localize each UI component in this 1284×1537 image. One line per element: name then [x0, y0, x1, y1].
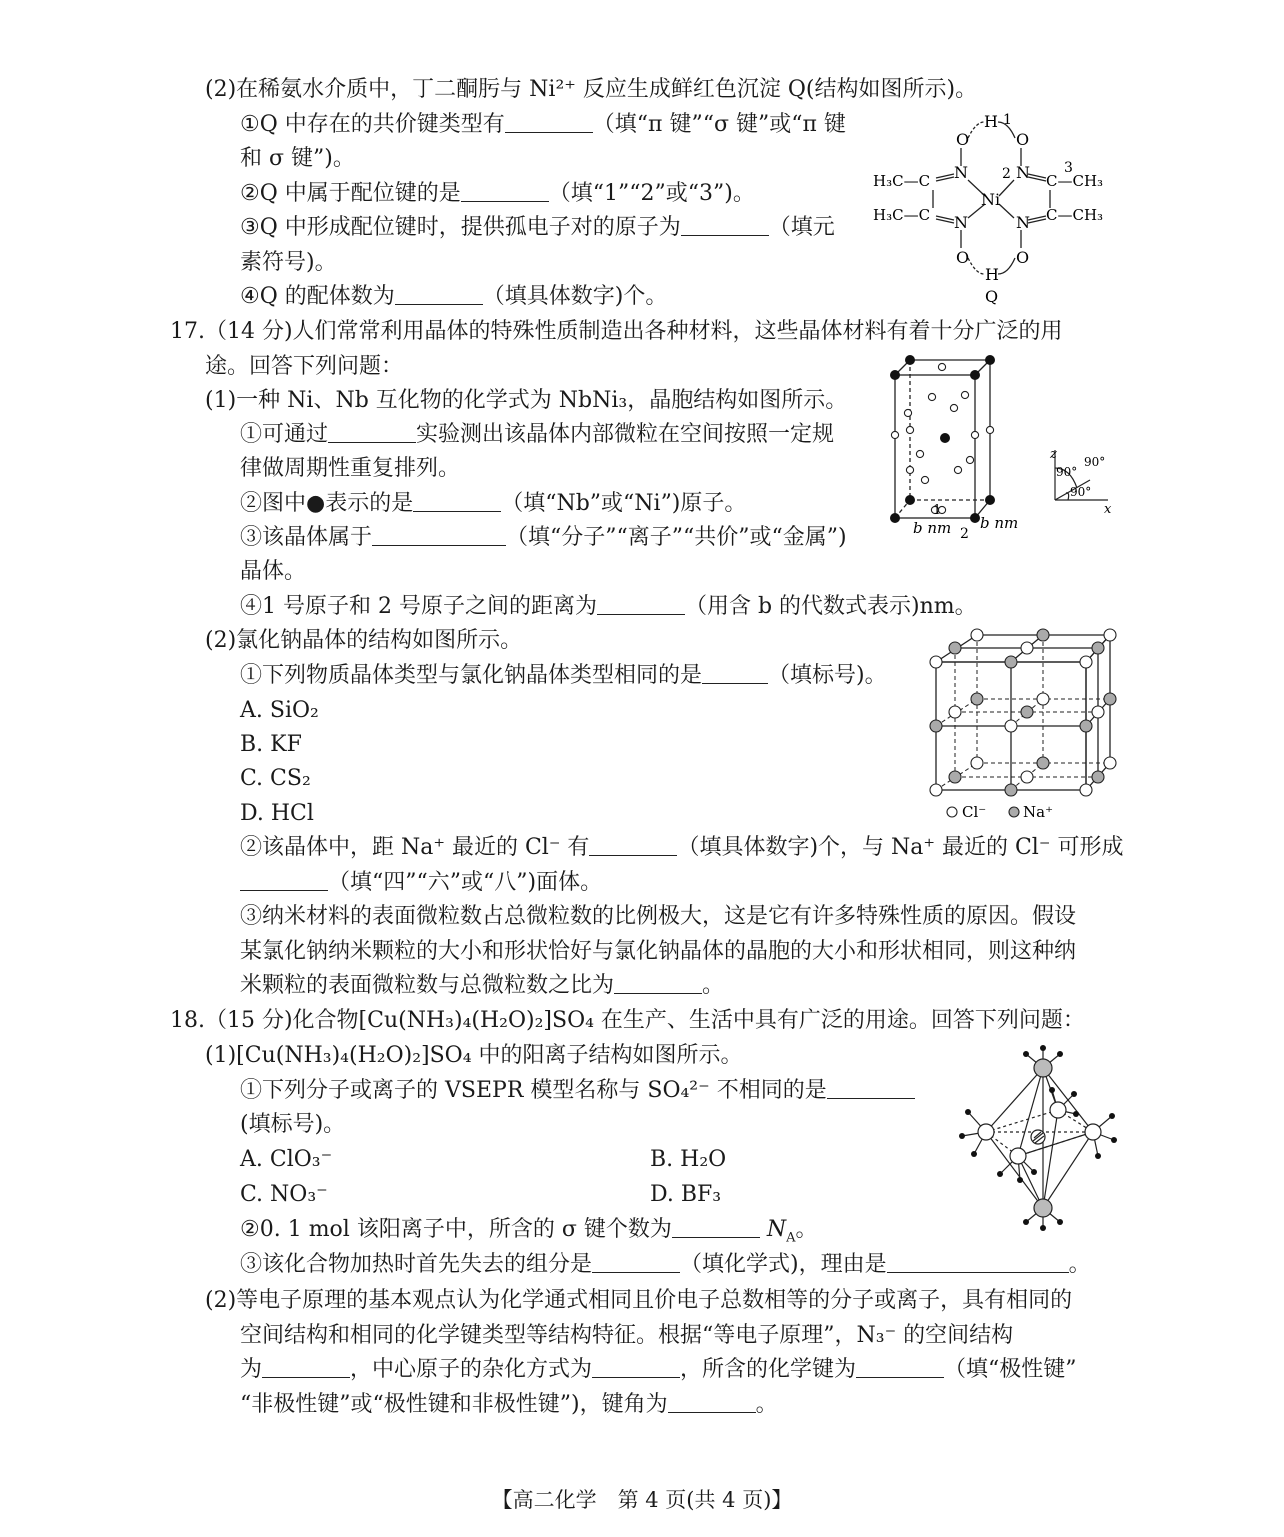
- q17-p1-s3: ③该晶体属于 （填“分子”“离子”“共价”或“金属”): [240, 525, 847, 550]
- q17-p1-s2: ②图中●表示的是 （填“Nb”或“Ni”)原子。: [240, 491, 747, 516]
- figure-nacl-crystal: [922, 625, 1117, 825]
- q17-p2-s2-cont: （填“四”“六”或“八”)面体。: [240, 869, 602, 897]
- answer-blank[interactable]: [240, 870, 328, 891]
- q17-heading-cont: 途。回答下列问题：: [205, 354, 404, 379]
- atom-label-ni: Ni: [981, 190, 1001, 209]
- q17-p1-s1: ①可通过 实验测出该晶体内部微粒在空间按照一定规: [240, 422, 835, 447]
- legend-chloride: Cl⁻: [962, 803, 987, 821]
- q18-p2-line2: 空间结构和相同的化学键类型等结构特征。根据“等电子原理”，N₃⁻ 的空间结构: [240, 1323, 1014, 1348]
- q17-option-c: C. CS₂: [240, 766, 311, 791]
- q17-option-b: B. KF: [240, 732, 302, 757]
- answer-blank[interactable]: [413, 491, 501, 512]
- atom-label-o: O: [1016, 130, 1030, 149]
- q17-p2-s3-cont: 某氯化钠纳米颗粒的大小和形状恰好与氯化钠晶体的晶胞的大小和形状相同，则这种纳: [240, 939, 1077, 964]
- atom-label-n: N: [1016, 213, 1030, 232]
- q17-p2-s3: ③纳米材料的表面微粒数占总微粒数的比例极大，这是它有许多特殊性质的原因。假设: [240, 904, 1077, 929]
- angle-label: 90°: [1070, 485, 1092, 499]
- answer-blank[interactable]: [505, 112, 593, 133]
- answer-blank[interactable]: [827, 1078, 915, 1099]
- label-ch3-top: C—CH₃: [1046, 172, 1104, 190]
- answer-blank[interactable]: [372, 525, 506, 546]
- q18-p2-line4: “非极性键”或“极性键和非极性键”)，键角为 。: [240, 1392, 778, 1417]
- q18-p1-s3: ③该化合物加热时首先失去的组分是 （填化学式)，理由是 。: [240, 1252, 1091, 1277]
- axis-label-z: z: [1050, 447, 1057, 462]
- atom-label-n: N: [954, 163, 968, 182]
- dimension-label-b: b nm: [980, 514, 1019, 532]
- q18-p2-line1: (2)等电子原理的基本观点认为化学通式相同且价电子总数相等的分子或离子，具有相同的: [205, 1288, 1073, 1313]
- answer-blank[interactable]: [592, 1252, 680, 1273]
- atom-label-o: O: [956, 130, 970, 149]
- answer-blank[interactable]: [262, 1357, 350, 1378]
- q18-part1-intro: (1)[Cu(NH₃)₄(H₂O)₂]SO₄ 中的阳离子结构如图所示。: [205, 1043, 743, 1068]
- label-ch3-bottom: C—CH₃: [1046, 206, 1104, 224]
- q16-s2: ②Q 中属于配位键的是 （填“1”“2”或“3”)。: [240, 181, 755, 206]
- q16-s1: ①Q 中存在的共价键类型有 （填“π 键”“σ 键”或“π 键: [240, 112, 846, 137]
- q18-option-b: B. H₂O: [650, 1147, 727, 1172]
- q18-option-d: D. BF₃: [650, 1182, 722, 1207]
- atom-label-n: N: [954, 213, 968, 232]
- answer-blank[interactable]: [681, 215, 769, 236]
- q17-part1-intro: (1)一种 Ni、Nb 互化物的化学式为 NbNi₃，晶胞结构如图所示。: [205, 388, 848, 413]
- atom-number-2: 2: [960, 526, 969, 542]
- q18-heading: 18.（15 分)化合物[Cu(NH₃)₄(H₂O)₂]SO₄ 在生产、生活中具有广泛的用途。回答下列问题：: [170, 1008, 1085, 1033]
- q17-heading: 17.（14 分)人们常常利用晶体的特殊性质制造出各种材料，这些晶体材料有着十分广泛的用: [170, 319, 1063, 344]
- q17-p1-s3-cont: 晶体。: [240, 559, 307, 584]
- q18-p1-s2: ②0. 1 mol 该阳离子中，所含的 σ 键个数为 $N_A$。: [240, 1217, 818, 1246]
- q17-option-d: D. HCl: [240, 801, 314, 826]
- q18-option-c: C. NO₃⁻: [240, 1182, 328, 1207]
- q18-p2-line3: 为 ，中心原子的杂化方式为 ，所含的化学键为 （填“极性键”: [240, 1357, 1077, 1382]
- q17-p1-s4: ④1 号原子和 2 号原子之间的距离为 （用含 b 的代数式表示)nm。: [240, 594, 977, 619]
- answer-blank[interactable]: [672, 1217, 760, 1238]
- answer-blank[interactable]: [668, 1392, 756, 1413]
- answer-blank[interactable]: [856, 1357, 944, 1378]
- atom-label-o: O: [1016, 248, 1030, 267]
- q16-s3: ③Q 中形成配位键时，提供孤电子对的原子为 （填元: [240, 215, 835, 240]
- legend-sodium: Na⁺: [1023, 803, 1053, 821]
- atom-label-h: H: [985, 265, 999, 284]
- bond-number-3: 3: [1064, 160, 1073, 176]
- answer-blank[interactable]: [328, 422, 416, 443]
- figure-caption-q: Q: [985, 287, 999, 306]
- label-h3c-top: H₃C—C: [873, 172, 931, 190]
- q16-s1-cont: 和 σ 键”)。: [240, 146, 355, 171]
- dimension-label-b: b nm: [913, 519, 952, 537]
- bond-number-2: 2: [1002, 166, 1011, 182]
- atom-label-o: O: [956, 248, 970, 267]
- atom-number-1: 1: [933, 503, 942, 518]
- page-footer: 【高二化学 第 4 页(共 4 页)】: [491, 1488, 793, 1512]
- label-h3c-bottom: H₃C—C: [873, 206, 931, 224]
- figure-cation-structure: [948, 1040, 1118, 1235]
- answer-blank[interactable]: [614, 973, 702, 994]
- q17-part2-intro: (2)氯化钠晶体的结构如图所示。: [205, 628, 523, 653]
- bond-number-1: 1: [1003, 112, 1012, 128]
- answer-blank[interactable]: [395, 284, 483, 305]
- atom-label-n: N: [1016, 163, 1030, 182]
- q17-p1-s1-cont: 律做周期性重复排列。: [240, 456, 461, 481]
- q17-p2-s1: ①下列物质晶体类型与氯化钠晶体类型相同的是 （填标号)。: [240, 663, 887, 688]
- q16-s4: ④Q 的配体数为 （填具体数字)个。: [240, 284, 668, 309]
- answer-blank[interactable]: [589, 835, 677, 856]
- q17-option-a: A. SiO₂: [240, 698, 319, 723]
- atom-label-h: H: [984, 112, 998, 131]
- figure-nbni3-unit-cell: [880, 350, 1120, 542]
- answer-blank[interactable]: [461, 181, 549, 202]
- q18-p1-s1: ①下列分子或离子的 VSEPR 模型名称与 SO₄²⁻ 不相同的是: [240, 1077, 915, 1105]
- answer-blank[interactable]: [592, 1357, 680, 1378]
- angle-label: 90°: [1056, 465, 1078, 479]
- q17-p2-s2: ②该晶体中，距 Na⁺ 最近的 Cl⁻ 有 （填具体数字)个，与 Na⁺ 最近的 Cl⁻ 可形成: [240, 835, 1124, 860]
- angle-label: 90°: [1084, 455, 1106, 469]
- axis-label-x: x: [1104, 502, 1112, 517]
- q18-p1-s1-cont: (填标号)。: [240, 1112, 346, 1137]
- q17-p2-s3-end: 米颗粒的表面微粒数与总微粒数之比为 。: [240, 973, 725, 998]
- figure-q-structure: [868, 108, 1118, 308]
- answer-blank[interactable]: [597, 594, 685, 615]
- q18-option-a: A. ClO₃⁻: [240, 1147, 333, 1172]
- q16-part2-intro: (2)在稀氨水介质中，丁二酮肟与 Ni²⁺ 反应生成鲜红色沉淀 Q(结构如图所示)。: [205, 77, 978, 102]
- q16-s3-cont: 素符号)。: [240, 250, 337, 275]
- answer-blank[interactable]: [702, 663, 768, 684]
- answer-blank[interactable]: [887, 1252, 1069, 1273]
